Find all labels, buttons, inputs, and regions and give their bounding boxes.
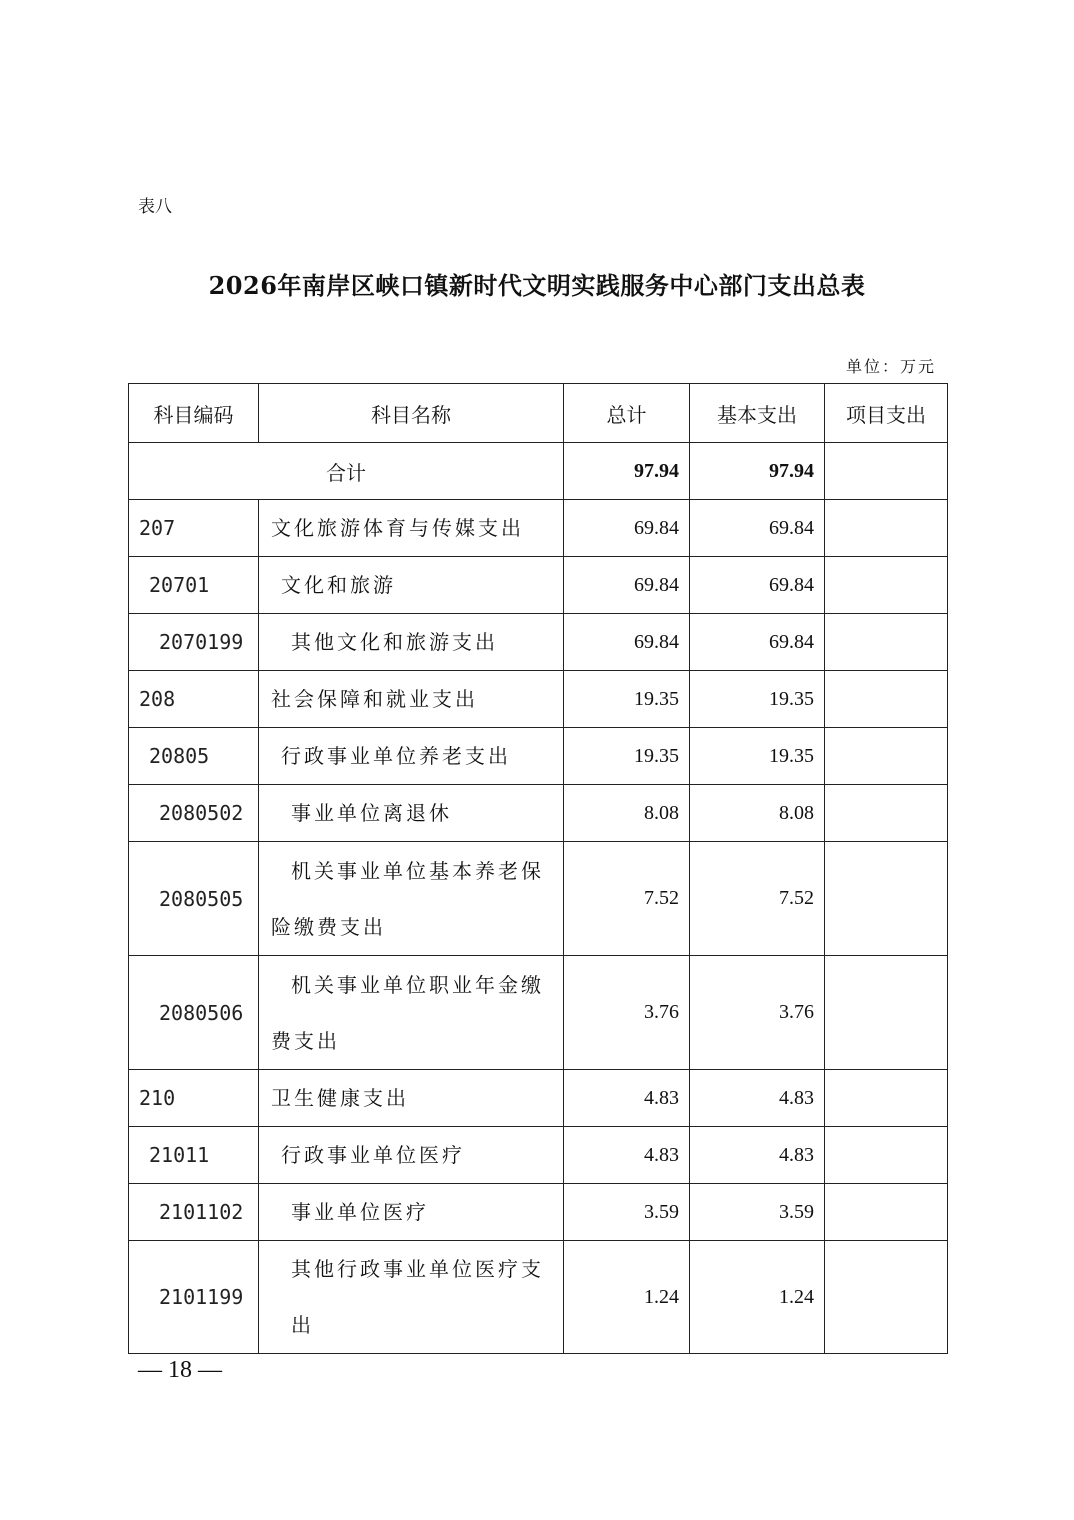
row-total: 3.59 bbox=[564, 1184, 690, 1241]
row-basic: 8.08 bbox=[690, 785, 825, 842]
total-basic: 97.94 bbox=[690, 443, 825, 500]
row-name: 其他文化和旅游支出 bbox=[259, 614, 564, 671]
row-name: 卫生健康支出 bbox=[259, 1070, 564, 1127]
row-basic: 3.76 bbox=[690, 956, 825, 1070]
table-row bbox=[129, 956, 948, 1070]
row-basic: 1.24 bbox=[690, 1241, 825, 1354]
total-label: 合计 bbox=[129, 443, 564, 500]
table-row bbox=[129, 557, 948, 614]
row-name: 事业单位医疗 bbox=[259, 1184, 564, 1241]
page-title: 2026年南岸区峡口镇新时代文明实践服务中心部门支出总表 bbox=[208, 271, 866, 300]
row-project bbox=[825, 614, 948, 671]
row-code: 20701 bbox=[129, 557, 259, 614]
table-row bbox=[129, 500, 948, 557]
table-row bbox=[129, 1127, 948, 1184]
row-project bbox=[825, 1241, 948, 1354]
row-project bbox=[825, 785, 948, 842]
table-row bbox=[129, 728, 948, 785]
row-project bbox=[825, 1127, 948, 1184]
row-code: 210 bbox=[129, 1070, 259, 1127]
row-project bbox=[825, 671, 948, 728]
row-basic: 69.84 bbox=[690, 614, 825, 671]
row-code: 2070199 bbox=[129, 614, 259, 671]
row-project bbox=[825, 956, 948, 1070]
row-project bbox=[825, 728, 948, 785]
row-code: 2080502 bbox=[129, 785, 259, 842]
row-total: 19.35 bbox=[564, 728, 690, 785]
row-code: 2101199 bbox=[129, 1241, 259, 1354]
table-row bbox=[129, 842, 948, 956]
row-project bbox=[825, 1070, 948, 1127]
row-basic: 69.84 bbox=[690, 500, 825, 557]
row-total: 69.84 bbox=[564, 557, 690, 614]
row-name: 机关事业单位职业年金缴费支出 bbox=[259, 956, 564, 1070]
row-name: 其他行政事业单位医疗支出 bbox=[259, 1241, 564, 1354]
row-project bbox=[825, 1184, 948, 1241]
table-row bbox=[129, 1241, 948, 1354]
header-project: 项目支出 bbox=[825, 384, 948, 443]
row-project bbox=[825, 557, 948, 614]
header-basic: 基本支出 bbox=[690, 384, 825, 443]
row-name: 事业单位离退休 bbox=[259, 785, 564, 842]
row-project bbox=[825, 842, 948, 956]
table-row bbox=[129, 785, 948, 842]
row-code: 208 bbox=[129, 671, 259, 728]
row-name: 行政事业单位医疗 bbox=[259, 1127, 564, 1184]
row-total: 1.24 bbox=[564, 1241, 690, 1354]
row-project bbox=[825, 500, 948, 557]
row-code: 21011 bbox=[129, 1127, 259, 1184]
row-total: 3.76 bbox=[564, 956, 690, 1070]
row-total: 7.52 bbox=[564, 842, 690, 956]
row-code: 2080506 bbox=[129, 956, 259, 1070]
header-code: 科目编码 bbox=[129, 384, 259, 443]
table-row bbox=[129, 1184, 948, 1241]
total-total: 97.94 bbox=[564, 443, 690, 500]
row-name: 行政事业单位养老支出 bbox=[259, 728, 564, 785]
table-row bbox=[129, 1070, 948, 1127]
row-name: 文化和旅游 bbox=[259, 557, 564, 614]
row-basic: 4.83 bbox=[690, 1127, 825, 1184]
row-code: 20805 bbox=[129, 728, 259, 785]
row-basic: 3.59 bbox=[690, 1184, 825, 1241]
row-code: 207 bbox=[129, 500, 259, 557]
row-code: 2080505 bbox=[129, 842, 259, 956]
table-row bbox=[129, 671, 948, 728]
table-number-label: 表八 bbox=[138, 197, 172, 217]
row-total: 4.83 bbox=[564, 1127, 690, 1184]
header-name: 科目名称 bbox=[259, 384, 564, 443]
row-name: 社会保障和就业支出 bbox=[259, 671, 564, 728]
row-name: 文化旅游体育与传媒支出 bbox=[259, 500, 564, 557]
row-total: 4.83 bbox=[564, 1070, 690, 1127]
row-basic: 69.84 bbox=[690, 557, 825, 614]
total-project bbox=[825, 443, 948, 500]
row-total: 69.84 bbox=[564, 614, 690, 671]
header-total: 总计 bbox=[564, 384, 690, 443]
row-total: 8.08 bbox=[564, 785, 690, 842]
page-number: — 18 — bbox=[138, 1357, 222, 1383]
expense-table bbox=[128, 383, 948, 1354]
row-name: 机关事业单位基本养老保险缴费支出 bbox=[259, 842, 564, 956]
row-total: 69.84 bbox=[564, 500, 690, 557]
table-row bbox=[129, 614, 948, 671]
row-basic: 19.35 bbox=[690, 728, 825, 785]
row-basic: 4.83 bbox=[690, 1070, 825, 1127]
unit-label: 单位：万元 bbox=[846, 357, 937, 376]
row-basic: 19.35 bbox=[690, 671, 825, 728]
table-header-row bbox=[129, 384, 948, 443]
table-total-row bbox=[129, 443, 948, 500]
row-total: 19.35 bbox=[564, 671, 690, 728]
row-code: 2101102 bbox=[129, 1184, 259, 1241]
row-basic: 7.52 bbox=[690, 842, 825, 956]
